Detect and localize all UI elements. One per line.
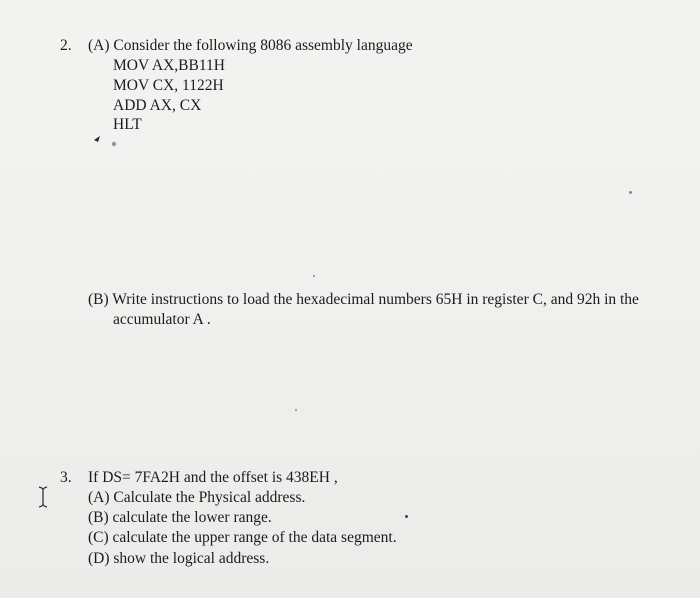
question-2-number: 2. (60, 37, 72, 54)
pen-stroke-mark (93, 124, 129, 152)
question-2-part-b-line-2: accumulator A . (113, 311, 211, 328)
question-3-item-c: (C) calculate the upper range of the data segment. (88, 529, 397, 546)
dust-speck (295, 409, 297, 411)
code-line-3: ADD AX, CX (113, 97, 202, 114)
question-3-item-a: (A) Calculate the Physical address. (88, 489, 306, 506)
question-3-item-d: (D) show the logical address. (88, 550, 270, 567)
dust-speck (405, 515, 408, 518)
code-line-4: HLT (113, 116, 142, 133)
question-3-number: 3. (60, 469, 72, 486)
i-beam-cursor-icon (37, 486, 49, 508)
question-2-part-a: (A) Consider the following 8086 assembly language (88, 37, 413, 54)
dust-speck (313, 275, 315, 277)
code-line-1: MOV AX,BB11H (113, 57, 225, 74)
question-2-part-b-line-1: (B) Write instructions to load the hexadecimal numbers 65H in register C, and 92h in the (88, 291, 639, 308)
dust-speck (629, 191, 632, 194)
code-line-2: MOV CX, 1122H (113, 77, 224, 94)
question-3-item-b: (B) calculate the lower range. (88, 509, 272, 526)
question-3-intro: If DS= 7FA2H and the offset is 438EH , (88, 469, 338, 486)
